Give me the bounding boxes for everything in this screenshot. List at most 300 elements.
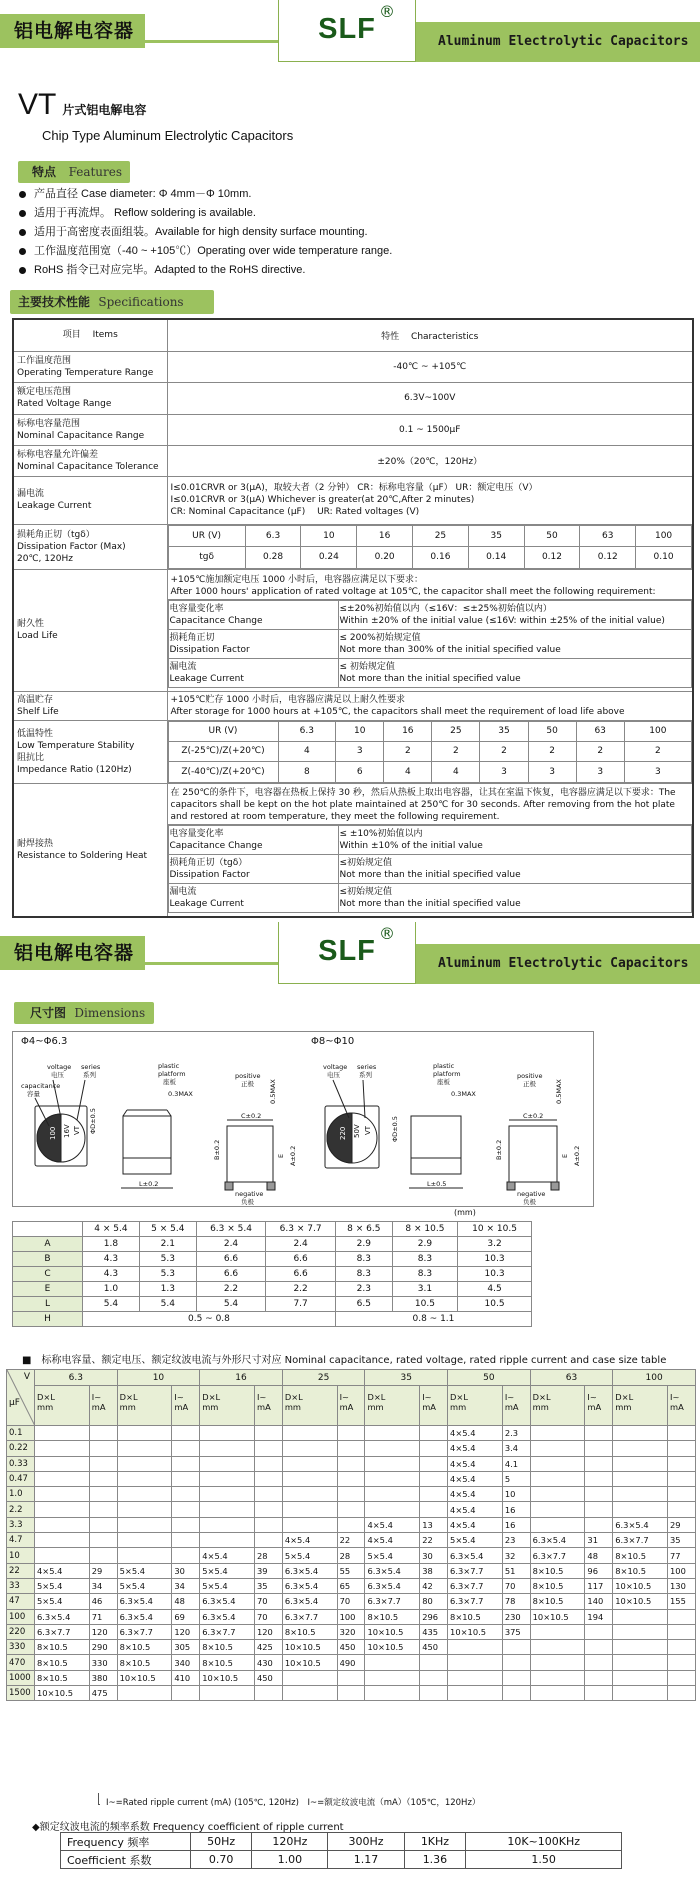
ripple-cell [420,1502,448,1517]
spec-value: 6.3V~100V [167,382,693,414]
case-size-cell: 5×5.4 [35,1578,90,1593]
ripple-cell [668,1426,696,1441]
specifications-table [12,318,694,918]
ripple-cell [172,1487,200,1502]
ripple-cell [420,1456,448,1471]
case-size-cell [613,1471,668,1486]
case-size-cell [282,1487,337,1502]
case-size-cell [530,1441,585,1456]
case-size-cell [530,1471,585,1486]
ripple-cell [668,1655,696,1670]
ripple-cell [668,1609,696,1624]
features-tag: 特点 Features [18,161,130,183]
svg-text:C±0.2: C±0.2 [523,1112,544,1120]
dl-header: D×L mm [35,1386,90,1426]
ripple-header: I~ mA [502,1386,530,1426]
ripple-cell [337,1426,365,1441]
dl-header: D×L mm [117,1386,172,1426]
capacitance-cell: 4.7 [7,1533,35,1548]
ripple-cell: 38 [420,1563,448,1578]
case-size-cell [365,1456,420,1471]
case-size-cell [530,1670,585,1685]
table-row [7,1640,696,1655]
page-header-2 [0,922,700,984]
ripple-cell: 30 [420,1548,448,1563]
case-size-cell [35,1517,90,1532]
product-title [18,88,146,122]
case-size-cell: 4×5.4 [448,1487,503,1502]
case-size-cell: 6.3×5.4 [282,1578,337,1593]
case-size-cell: 8×10.5 [448,1609,503,1624]
ripple-cell [89,1487,117,1502]
ripple-cell: 490 [337,1655,365,1670]
case-size-cell: 10×10.5 [117,1670,172,1685]
case-size-cell [448,1686,503,1701]
table-row: L 5.4 5.4 5.4 7.7 6.5 10.5 10.5 [13,1297,532,1312]
svg-text:ΦD±0.5: ΦD±0.5 [89,1108,97,1134]
ripple-header: I~ mA [585,1386,613,1426]
case-size-cell [365,1441,420,1456]
spec-label: 低温特性 Low Temperature Stability 阻抗比 Impedance Ratio (120Hz) [13,720,167,783]
ripple-cell: 71 [89,1609,117,1624]
ripple-cell [89,1441,117,1456]
capacitance-cell: 22 [7,1563,35,1578]
ripple-cell [337,1686,365,1701]
case-size-cell [117,1686,172,1701]
small-cap-top-view [35,1106,87,1166]
ripple-cell: 3.4 [502,1441,530,1456]
ripple-cell [502,1640,530,1655]
small-cap-front-view [225,1120,275,1190]
svg-text:C±0.2: C±0.2 [241,1112,262,1120]
case-size-cell [117,1502,172,1517]
ripple-cell [668,1456,696,1471]
ripple-cell [585,1471,613,1486]
ripple-cell: 70 [337,1594,365,1609]
case-size-cell: 10×10.5 [448,1624,503,1639]
case-size-cell: 10×10.5 [282,1640,337,1655]
case-size-cell [200,1456,255,1471]
case-size-cell: 10×10.5 [613,1578,668,1593]
case-size-cell [117,1441,172,1456]
feature-item: 适用于再流焊。 Reflow soldering is available. [16,204,392,223]
spec-value: +105℃贮存 1000 小时后，电容器应满足以上耐久性要求 After storage for 1000 hours at +105℃, the capacitors shall meet the requirement of load life above [167,691,693,720]
header-cn-title: 铝电解电容器 [0,936,145,970]
ripple-cell [254,1517,282,1532]
product-subtitle: Chip Type Aluminum Electrolytic Capacitors [42,128,294,143]
case-size-cell: 6.3×7.7 [448,1594,503,1609]
series-value: VT [364,1125,372,1135]
ripple-cell: 450 [420,1640,448,1655]
table-row [7,1517,696,1532]
svg-text:platform: platform [433,1070,461,1078]
ripple-cell [172,1548,200,1563]
ripple-cell [420,1670,448,1685]
ripple-cell: 28 [254,1548,282,1563]
case-size-cell [200,1471,255,1486]
case-size-cell: 6.3×5.4 [613,1517,668,1532]
dl-header: D×L mm [448,1386,503,1426]
slf-logo: SLF ® [278,0,416,62]
df-subtable: UR (V) 6.3 10 16 25 35 50 63 100 tgδ 0.28 0.24 0.20 0.16 0.14 0.12 0.12 0.10 [167,524,693,569]
ripple-cell: 28 [337,1548,365,1563]
capacitance-cn: 容量 [27,1090,40,1098]
ripple-header: I~ mA [420,1386,448,1426]
voltage-label: voltage [47,1063,72,1071]
ripple-cell [420,1487,448,1502]
ripple-header: I~ mA [254,1386,282,1426]
case-size-cell: 4×5.4 [448,1426,503,1441]
case-size-cell [613,1456,668,1471]
case-size-cell [35,1548,90,1563]
ripple-cell: 410 [172,1670,200,1685]
case-size-cell: 5×5.4 [117,1563,172,1578]
table-row [7,1609,696,1624]
ripple-cell [254,1426,282,1441]
svg-text:series: series [357,1063,377,1071]
svg-text:0.5MAX: 0.5MAX [555,1079,563,1104]
ripple-cell: 4.1 [502,1456,530,1471]
ripple-cell: 77 [668,1548,696,1563]
case-size-cell [365,1686,420,1701]
svg-text:platform: platform [158,1070,186,1078]
lowtemp-subtable: UR (V) 6.3 10 16 25 35 50 63 100 Z(-25℃)/Z(+20℃) 4 3 2 2 2 2 2 2 Z(-40℃)/Z(+20℃) 8 6 4 4 3 3 3 3 [167,720,693,783]
ripple-cell: 22 [337,1533,365,1548]
ripple-cell: 34 [172,1578,200,1593]
ripple-cell [172,1533,200,1548]
case-size-cell [613,1487,668,1502]
case-size-cell [200,1533,255,1548]
ripple-cell: 65 [337,1578,365,1593]
svg-text:0.3MAX: 0.3MAX [168,1090,193,1098]
case-size-cell [35,1441,90,1456]
case-size-cell: 6.3×7.7 [365,1594,420,1609]
ripple-cell: 5 [502,1471,530,1486]
ripple-cell: 340 [172,1655,200,1670]
ripple-cell: 22 [420,1533,448,1548]
case-size-cell: 4×5.4 [448,1517,503,1532]
ripple-cell [585,1502,613,1517]
table-row [7,1441,696,1456]
case-size-cell: 6.3×5.4 [365,1578,420,1593]
ripple-cell [668,1487,696,1502]
case-size-cell [613,1640,668,1655]
table-row [7,1533,696,1548]
case-size-cell: 6.3×7.7 [613,1533,668,1548]
case-size-header: 5 × 5.4 [139,1222,196,1237]
svg-text:plastic: plastic [433,1062,455,1070]
ripple-note: I~=Rated ripple current (mA) (105℃, 120Hz) I~=额定纹波电流（mA）（105℃，120Hz） [106,1798,481,1808]
case-size-cell: 4×5.4 [35,1563,90,1578]
spec-label: 标称电容量允许偏差 Nominal Capacitance Tolerance [13,445,167,476]
case-size-cell [200,1487,255,1502]
case-size-cell [530,1426,585,1441]
case-size-cell [530,1655,585,1670]
case-size-cell [613,1609,668,1624]
case-size-cell [35,1487,90,1502]
case-size-cell: 8×10.5 [200,1640,255,1655]
case-size-cell [365,1426,420,1441]
case-size-cell [117,1456,172,1471]
table-row [7,1563,696,1578]
volt-value: 16V [63,1124,71,1138]
feature-item: 产品直径 Case diameter: Φ 4mm－Φ 10mm. [16,185,392,204]
svg-text:voltage: voltage [323,1063,348,1071]
case-size-cell: 4×5.4 [365,1517,420,1532]
case-size-cell: 8×10.5 [282,1624,337,1639]
ripple-cell [89,1548,117,1563]
case-size-cell [613,1655,668,1670]
ripple-cell [337,1670,365,1685]
capacitance-cell: 0.33 [7,1456,35,1471]
case-size-cell [613,1426,668,1441]
ripple-cell: 39 [254,1563,282,1578]
capacitance-cell: 470 [7,1655,35,1670]
ripple-cell [668,1502,696,1517]
capacitance-cell: 0.22 [7,1441,35,1456]
ripple-cell: 10 [502,1487,530,1502]
load-life-block: +105℃施加额定电压 1000 小时后，电容器应满足以下要求： After 1000 hours' application of rated voltage at 105℃, the capacitor shall meet the following requirement: 电容量变化率 Capacitance Change ≤±20%初始值以内（≤16V：≤±25%初始值以内） Within ±20% of the initial value (≤16V: within ±25% of the initial value) 损耗角正切 Dissipation Factor ≤ 200%初始规定值 Not more than 300% of the initial specified value 漏电流 Leakage Current ≤ 初始规定值 Not more than the initial specified value [167,569,693,691]
ripple-cell [420,1441,448,1456]
case-size-cell [117,1487,172,1502]
case-size-cell: 5×5.4 [35,1594,90,1609]
ripple-cell [668,1624,696,1639]
svg-text:正极: 正极 [241,1080,254,1088]
ripple-cell [254,1533,282,1548]
case-size-cell: 6.3×7.7 [448,1578,503,1593]
ripple-cell [89,1533,117,1548]
case-size-cell: 6.3×5.4 [117,1609,172,1624]
spec-label: 漏电流 Leakage Current [13,476,167,524]
ripple-cell [668,1441,696,1456]
case-size-cell: 6.3×7.7 [117,1624,172,1639]
case-size-cell [282,1456,337,1471]
table-row: E 1.0 1.3 2.2 2.2 2.3 3.1 4.5 [13,1282,532,1297]
svg-text:ΦD±0.5: ΦD±0.5 [391,1116,399,1142]
case-size-cell: 8×10.5 [530,1578,585,1593]
ripple-cell [585,1517,613,1532]
ripple-cell: 29 [668,1517,696,1532]
ripple-header: I~ mA [89,1386,117,1426]
svg-text:plastic: plastic [158,1062,180,1070]
feature-item: 适用于高密度表面组装。Available for high density surface mounting. [16,223,392,242]
table-row [7,1502,696,1517]
ripple-cell [420,1655,448,1670]
table-row [7,1594,696,1609]
svg-text:B±0.2: B±0.2 [213,1139,221,1160]
case-size-cell [282,1517,337,1532]
case-size-cell [200,1686,255,1701]
large-cap-front-view [507,1120,559,1190]
ripple-cell [172,1441,200,1456]
svg-text:A±0.2: A±0.2 [289,1145,297,1166]
svg-text:E: E [277,1153,285,1158]
ripple-cell [668,1471,696,1486]
features-list [16,185,392,280]
ripple-cell [172,1686,200,1701]
ripple-cell: 120 [89,1624,117,1639]
table-row [7,1487,696,1502]
cap-value: 100 [49,1126,57,1140]
spec-label: 耐久性 Load Life [13,569,167,691]
spec-label: 额定电压范围 Rated Voltage Range [13,382,167,414]
case-size-cell [365,1471,420,1486]
spec-label: 标称电容量范围 Nominal Capacitance Range [13,414,167,445]
ripple-cell: 100 [337,1609,365,1624]
case-size-cell [530,1686,585,1701]
ripple-cell [172,1502,200,1517]
ripple-cell: 450 [337,1640,365,1655]
ripple-cell [254,1456,282,1471]
ripple-cell: 100 [668,1563,696,1578]
svg-text:负极: 负极 [523,1198,536,1206]
note-bracket [98,1793,100,1805]
case-size-cell [530,1517,585,1532]
ripple-cell: 78 [502,1594,530,1609]
dl-header: D×L mm [365,1386,420,1426]
ripple-cell: 296 [420,1609,448,1624]
small-case-label: Φ4~Φ6.3 [21,1036,68,1047]
case-size-cell: 5×5.4 [200,1578,255,1593]
case-size-cell: 6.3×7.7 [448,1563,503,1578]
spec-label: 损耗角正切（tgδ） Dissipation Factor (Max) 20℃, 120Hz [13,524,167,569]
ripple-table-title: ■ 标称电容量、额定电压、额定纹波电流与外形尺寸对应 Nominal capacitance, rated voltage, rated ripple current and case size table [22,1355,667,1366]
ripple-cell [585,1655,613,1670]
case-size-cell [530,1624,585,1639]
case-size-cell: 8×10.5 [117,1640,172,1655]
ripple-cell [585,1640,613,1655]
svg-text:座板: 座板 [437,1078,450,1086]
ripple-cell: 375 [502,1624,530,1639]
ripple-cell: 117 [585,1578,613,1593]
product-cn-name: 片式铝电解电容 [62,103,147,117]
svg-text:E: E [561,1153,569,1158]
ripple-cell: 155 [668,1594,696,1609]
case-size-cell [117,1426,172,1441]
case-size-cell [365,1502,420,1517]
table-row: C 4.3 5.3 6.6 6.6 8.3 8.3 10.3 [13,1267,532,1282]
volt-value: 50V [353,1124,361,1138]
large-cap-top-view [325,1106,379,1168]
case-size-cell [613,1686,668,1701]
series-label: series [81,1063,101,1071]
ripple-cell: 35 [668,1533,696,1548]
ripple-header: I~ mA [172,1386,200,1426]
large-case-label: Φ8~Φ10 [311,1036,355,1047]
spec-label: 工作温度范围 Operating Temperature Range [13,351,167,382]
case-size-cell: 6.3×7.7 [35,1624,90,1639]
case-size-cell [448,1670,503,1685]
case-size-cell [117,1533,172,1548]
ripple-cell [420,1426,448,1441]
case-size-cell [117,1517,172,1532]
case-size-cell [117,1548,172,1563]
table-row [7,1471,696,1486]
capacitance-cell: 2.2 [7,1502,35,1517]
case-size-cell: 6.3×5.4 [282,1594,337,1609]
spec-value: -40℃ ~ +105℃ [167,351,693,382]
ripple-cell: 55 [337,1563,365,1578]
solder-block: 在 250℃的条件下，电容器在热板上保持 30 秒，然后从热板上取出电容器，让其在室温下恢复，电容器应满足以下要求：The capacitors shall be kept on the hot plate maintained at 250℃ for 30 seconds. After removing from the hot plate and restored at room temperature, they meet the following requirement. 电容量变化率 Capacitance Change ≤ ±10%初始值以内 Within ±10% of the initial value 损耗角正切（tgδ） Dissipation Factor ≤初始规定值 Not more than the initial specified value 漏电流 Leakage Current ≤初始规定值 Not more than the initial specified value [167,783,693,917]
spec-value: 0.1 ~ 1500μF [167,414,693,445]
capacitance-cell: 0.47 [7,1471,35,1486]
ripple-cell: 194 [585,1609,613,1624]
case-size-cell: 5×5.4 [282,1548,337,1563]
case-size-cell [365,1655,420,1670]
case-size-cell [35,1426,90,1441]
case-size-cell: 4×5.4 [448,1441,503,1456]
table-row [7,1624,696,1639]
case-size-cell [200,1441,255,1456]
ripple-header: I~ mA [337,1386,365,1426]
case-size-cell [365,1670,420,1685]
ripple-cell [420,1471,448,1486]
table-row: A 1.8 2.1 2.4 2.4 2.9 2.9 3.2 [13,1237,532,1252]
case-size-cell [282,1502,337,1517]
spec-value: I≤0.01CRVR or 3(μA)，取较大者（2 分钟） CR：标称电容量（μF） UR：额定电压（V） I≤0.01CRVR or 3(μA) Whichever is greater(at 20℃,After 2 minutes) CR: Nominal Capacitance (μF) UR: Rated voltages (V) [167,476,693,524]
char-header: 特性 Characteristics [167,319,693,351]
corner-cell: V μF [7,1370,35,1426]
ripple-cell [89,1471,117,1486]
svg-text:座板: 座板 [163,1078,176,1086]
dl-header: D×L mm [282,1386,337,1426]
svg-text:正极: 正极 [523,1080,536,1088]
ripple-cell: 435 [420,1624,448,1639]
case-size-cell: 4×5.4 [200,1548,255,1563]
ripple-cell [254,1471,282,1486]
ripple-cell: 320 [337,1624,365,1639]
dimensions-tag: 尺寸图 Dimensions [14,1002,154,1024]
table-row: H 0.5 ~ 0.8 0.8 ~ 1.1 [13,1312,532,1327]
dl-header: D×L mm [530,1386,585,1426]
ripple-cell [420,1686,448,1701]
ripple-cell [668,1686,696,1701]
case-size-cell [35,1533,90,1548]
case-size-cell: 6.3×5.4 [35,1609,90,1624]
case-size-cell: 10×10.5 [530,1609,585,1624]
case-size-cell: 6.3×7.7 [200,1624,255,1639]
feature-item: RoHS 指令已对应完毕。Adapted to the RoHS directive. [16,261,392,280]
case-size-cell: 6.3×5.4 [530,1533,585,1548]
case-size-header: 6.3 × 7.7 [266,1222,336,1237]
case-size-cell [613,1670,668,1685]
ripple-cell: 380 [89,1670,117,1685]
dl-header: D×L mm [613,1386,668,1426]
capacitance-cell: 33 [7,1578,35,1593]
ripple-cell [585,1487,613,1502]
case-size-cell [282,1426,337,1441]
case-size-cell: 8×10.5 [117,1655,172,1670]
ripple-cell: 42 [420,1578,448,1593]
case-size-cell: 4×5.4 [365,1533,420,1548]
svg-text:positive: positive [517,1072,543,1080]
ripple-cell: 130 [668,1578,696,1593]
case-size-cell: 10×10.5 [35,1686,90,1701]
ripple-cell [585,1426,613,1441]
ripple-cell: 48 [172,1594,200,1609]
case-size-cell: 8×10.5 [35,1670,90,1685]
dimension-table [12,1221,532,1327]
case-size-cell: 8×10.5 [530,1594,585,1609]
svg-text:L±0.5: L±0.5 [427,1180,447,1188]
case-size-cell: 5×5.4 [200,1563,255,1578]
case-size-cell [282,1471,337,1486]
ripple-cell [172,1426,200,1441]
ripple-cell: 120 [172,1624,200,1639]
case-size-cell: 4×5.4 [448,1456,503,1471]
ripple-cell [172,1517,200,1532]
freq-title: ◆额定纹波电流的频率系数 Frequency coefficient of ripple current [32,1822,344,1833]
